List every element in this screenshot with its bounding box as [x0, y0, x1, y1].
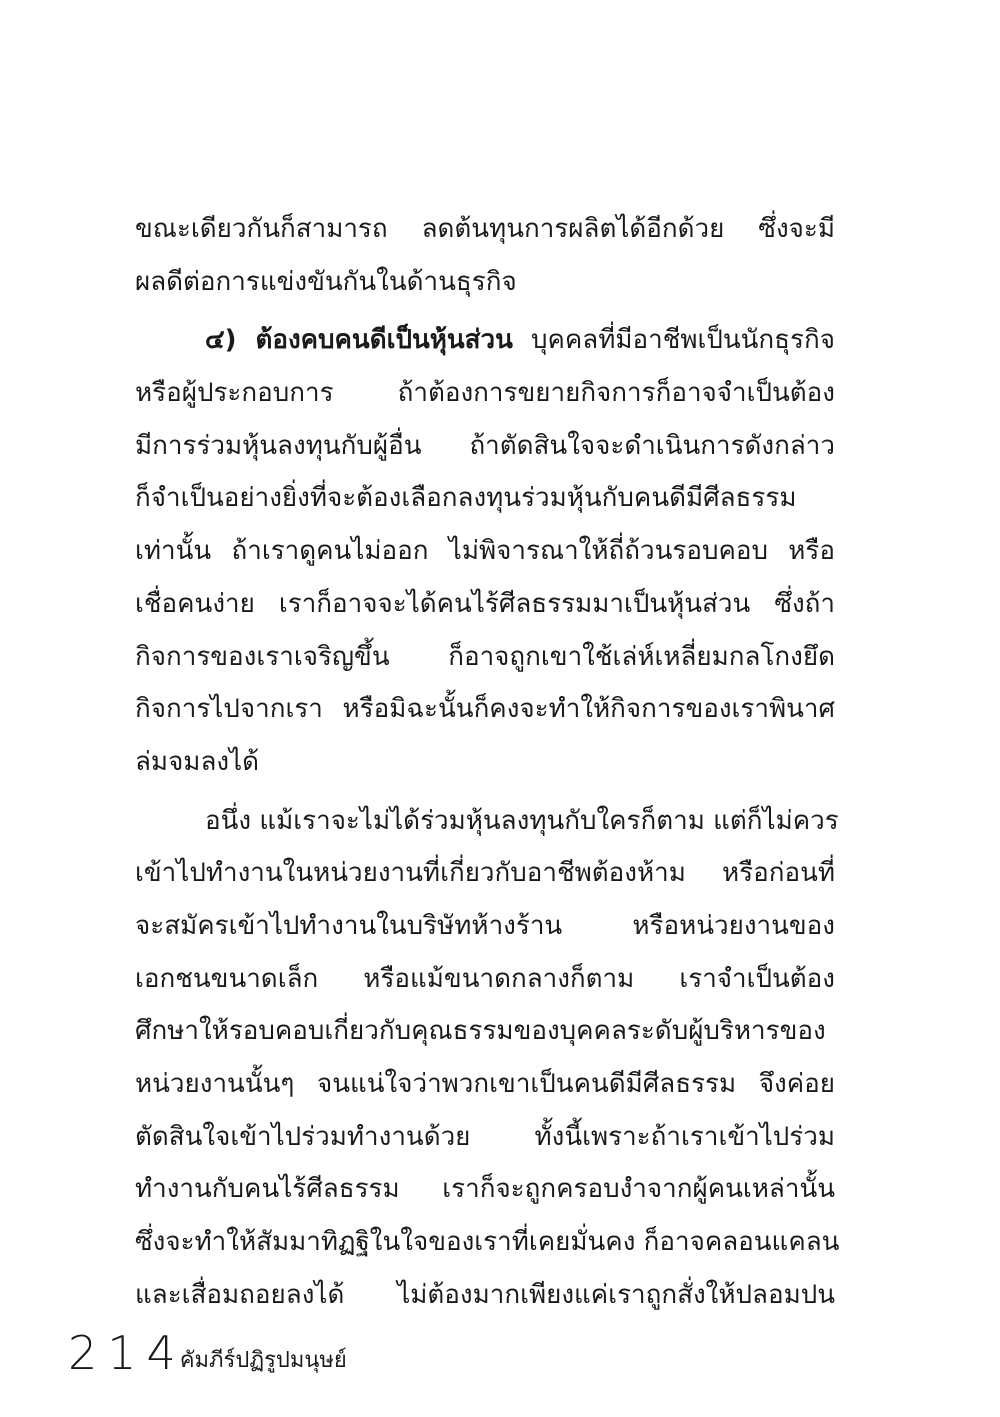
text-line: และเสื่อมถอยลงได้ ไม่ต้องมากเพียงแค่เราถูกสั่งให้ปลอมปน	[135, 1279, 835, 1310]
text-line: ศึกษาให้รอบคอบเกี่ยวกับคุณธรรมของบุคคลระดับผู้บริหารของ	[135, 1016, 826, 1047]
text-line: มีการร่วมหุ้นลงทุนกับผู้อื่น ถ้าตัดสินใจจะดำเนินการดังกล่าว	[135, 430, 835, 461]
text-line: เข้าไปทำงานในหน่วยงานที่เกี่ยวกับอาชีพต้องห้าม หรือก่อนที่	[135, 858, 835, 889]
text-line: กิจการไปจากเรา หรือมิฉะนั้นก็คงจะทำให้กิจการของเราพินาศ	[135, 694, 835, 725]
text-line: ทำงานกับคนไร้ศีลธรรม เราก็จะถูกครอบงำจากผู้คนเหล่านั้น	[135, 1174, 835, 1205]
paragraph-first-line: อนึ่ง แม้เราจะไม่ได้ร่วมหุ้นลงทุนกับใครก็ตาม แต่ก็ไม่ควร	[205, 805, 839, 836]
text-line: ก็จำเป็นอย่างยิ่งที่จะต้องเลือกลงทุนร่วมหุ้นกับคนดีมีศีลธรรม	[135, 483, 797, 514]
paragraph	[135, 795, 840, 1322]
text-line: ขณะเดียวกันก็สามารถ ลดต้นทุนการผลิตได้อีกด้วย ซึ่งจะมี	[135, 214, 835, 244]
text-line: จะสมัครเข้าไปทำงานในบริษัทห้างร้าน หรือหน่วยงานของ	[135, 910, 835, 941]
text-line: ผลดีต่อการแข่งขันกันในด้านธุรกิจ	[135, 266, 517, 297]
paragraph	[135, 203, 835, 308]
section-heading: ๔) ต้องคบคนดีเป็นหุ้นส่วน	[205, 325, 513, 356]
text-span: บุคคลที่มีอาชีพเป็นนักธุรกิจ	[531, 325, 835, 356]
page-number: 214	[68, 1326, 186, 1380]
page-footer	[68, 1316, 347, 1380]
text-line: ตัดสินใจเข้าไปร่วมทำงานด้วย ทั้งนี้เพราะถ้าเราเข้าไปร่วม	[135, 1121, 835, 1152]
text-line: เชื่อคนง่าย เราก็อาจจะได้คนไร้ศีลธรรมมาเป็นหุ้นส่วน ซึ่งถ้า	[135, 588, 835, 619]
text-line: เอกชนขนาดเล็ก หรือแม้ขนาดกลางก็ตาม เราจำเป็นต้อง	[135, 963, 835, 994]
text-line: ซึ่งจะทำให้สัมมาทิฏฐิในใจของเราที่เคยมั่นคง ก็อาจคลอนแคลน	[135, 1227, 840, 1258]
book-title: คัมภีร์ปฏิรูปมนุษย์	[179, 1348, 347, 1373]
text-line: หรือผู้ประกอบการ ถ้าต้องการขยายกิจการก็อาจจำเป็นต้อง	[135, 378, 835, 409]
text-line: หน่วยงานนั้นๆ จนแน่ใจว่าพวกเขาเป็นคนดีมีศีลธรรม จึงค่อย	[135, 1069, 835, 1099]
paragraph-first-line	[135, 314, 835, 367]
page-body	[135, 203, 840, 1321]
paragraph	[135, 314, 835, 788]
text-line: กิจการของเราเจริญขึ้น ก็อาจถูกเขาใช้เล่ห์เหลี่ยมกลโกงยึด	[135, 641, 835, 672]
text-line: เท่านั้น ถ้าเราดูคนไม่ออก ไม่พิจารณาให้ถี่ถ้วนรอบคอบ หรือ	[135, 536, 835, 567]
text-line: ล่มจมลงได้	[135, 746, 260, 777]
